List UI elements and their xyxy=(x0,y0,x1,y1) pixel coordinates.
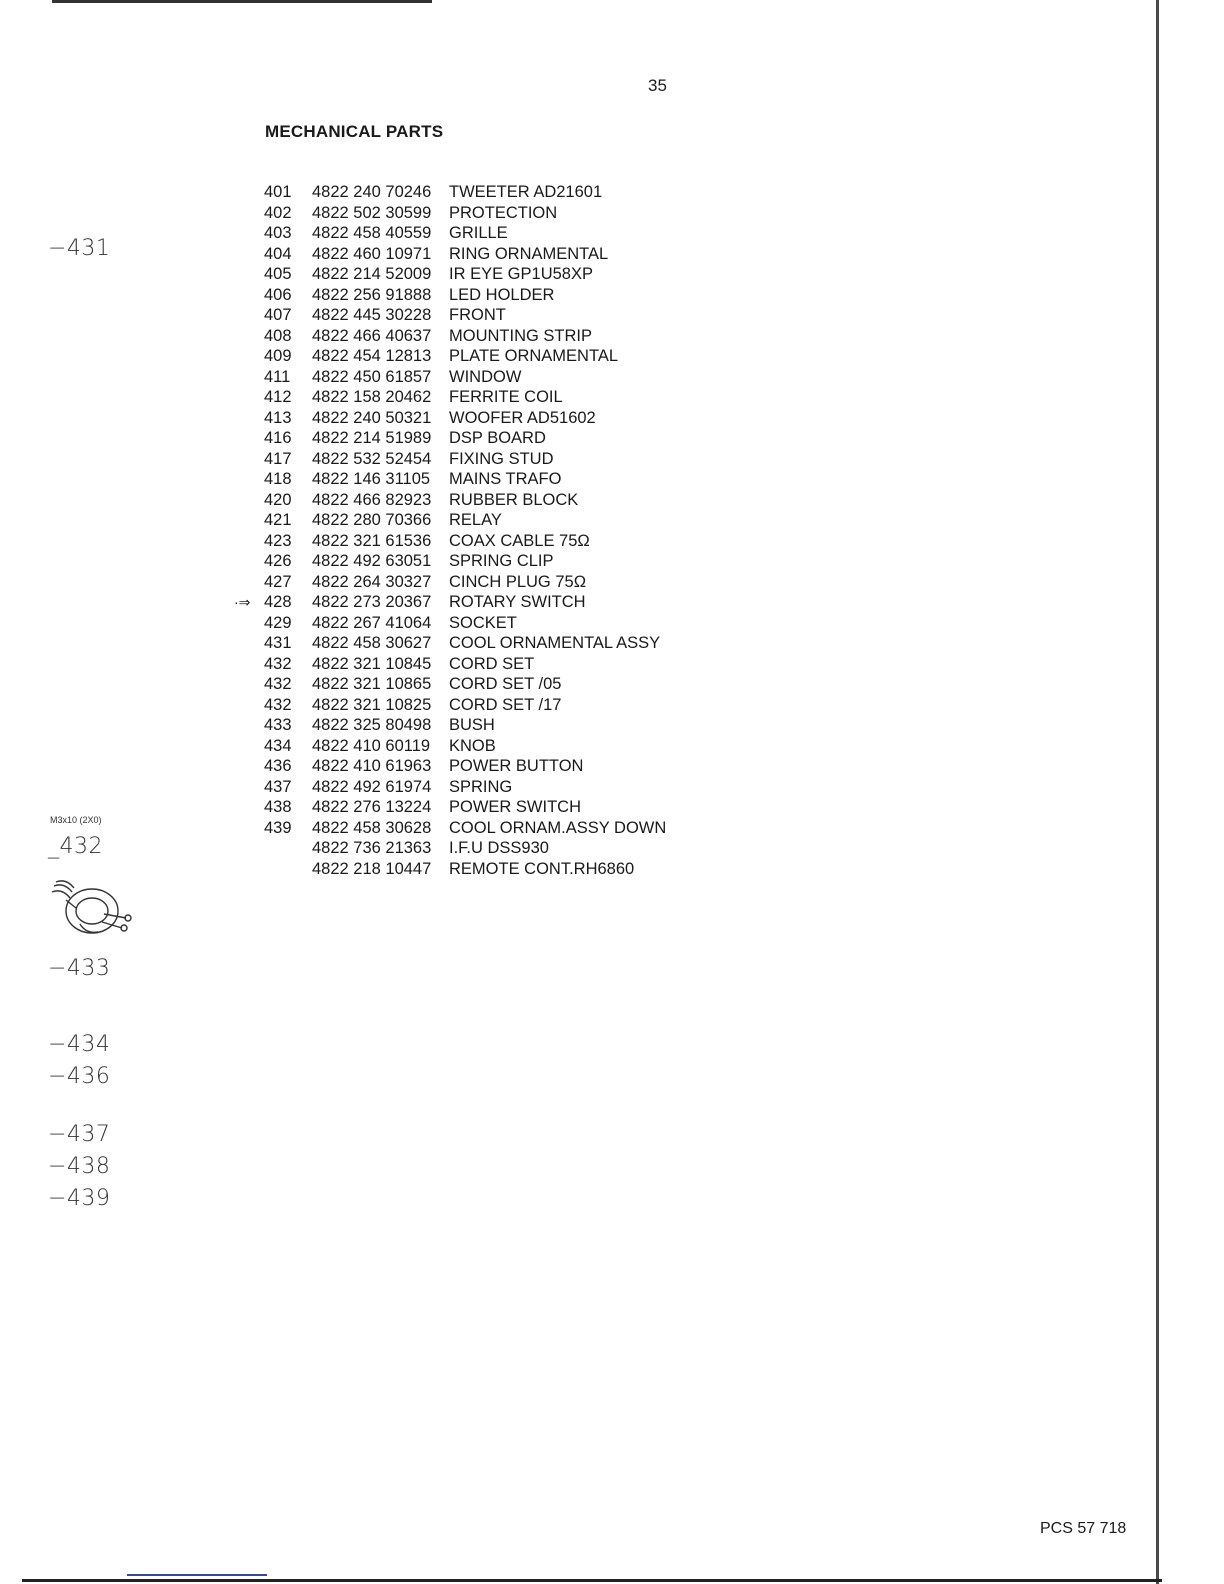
position-number: 437 xyxy=(264,777,292,796)
position-number: 404 xyxy=(264,244,292,263)
part-code: 4822 240 70246 xyxy=(312,183,432,201)
right-page-edge xyxy=(1156,0,1159,1584)
margin-ref-436: −436 xyxy=(48,1064,111,1089)
part-description: SPRING CLIP xyxy=(449,552,554,570)
part-description: COOL ORNAMENTAL ASSY xyxy=(449,634,661,652)
part-description: RING ORNAMENTAL xyxy=(449,244,609,263)
part-code: 4822 273 20367 xyxy=(312,593,432,611)
part-description: BUSH xyxy=(449,716,495,734)
part-description: IR EYE GP1U58XP xyxy=(449,265,593,283)
part-description: CINCH PLUG 75Ω xyxy=(449,572,587,591)
part-code: 4822 267 41064 xyxy=(312,613,432,632)
part-code: 4822 460 10971 xyxy=(312,244,432,263)
part-code: 4822 214 51989 xyxy=(312,429,432,447)
part-code: 4822 466 40637 xyxy=(312,326,432,345)
part-description: GRILLE xyxy=(449,224,508,242)
part-description: MOUNTING STRIP xyxy=(449,326,592,345)
page-number: 35 xyxy=(648,76,667,95)
part-code: 4822 218 10447 xyxy=(312,859,432,878)
position-number: 432 xyxy=(264,675,292,693)
part-code: 4822 458 30628 xyxy=(312,818,432,837)
position-number: 406 xyxy=(264,285,292,304)
part-description: ROTARY SWITCH xyxy=(449,593,586,611)
margin-ref-431: −431 xyxy=(48,236,111,261)
part-description: PROTECTION xyxy=(449,203,558,222)
position-number: 426 xyxy=(264,552,292,570)
part-code: 4822 458 40559 xyxy=(312,224,432,242)
position-number: 436 xyxy=(264,757,292,775)
part-description: SPRING xyxy=(449,777,513,796)
position-number: 420 xyxy=(264,490,292,509)
part-description: FERRITE COIL xyxy=(449,388,563,406)
position-number: 409 xyxy=(264,347,292,365)
part-code: 4822 532 52454 xyxy=(312,449,432,468)
part-description: WOOFER AD51602 xyxy=(449,408,596,427)
part-description: CORD SET /05 xyxy=(449,675,562,693)
part-code: 4822 321 61536 xyxy=(312,531,432,550)
part-code: 4822 450 61857 xyxy=(312,367,432,386)
position-number: 407 xyxy=(264,306,292,324)
position-number: 411 xyxy=(264,367,291,386)
part-code: 4822 256 91888 xyxy=(312,285,432,304)
part-description: COAX CABLE 75Ω xyxy=(449,531,590,550)
part-code: 4822 321 10865 xyxy=(312,675,432,693)
position-number: 401 xyxy=(264,183,292,201)
part-description: FIXING STUD xyxy=(449,449,554,468)
part-code: 4822 410 60119 xyxy=(312,736,431,755)
section-title: MECHANICAL PARTS xyxy=(265,122,444,141)
position-number: 432 xyxy=(264,695,292,714)
position-number: 412 xyxy=(264,388,292,406)
position-number: 428 xyxy=(264,593,292,611)
part-description: POWER SWITCH xyxy=(449,798,581,816)
part-description: MAINS TRAFO xyxy=(449,470,562,488)
margin-ref-432: _432 xyxy=(48,834,103,859)
footer-document-code: PCS 57 718 xyxy=(1040,1520,1127,1537)
part-description: TWEETER AD21601 xyxy=(449,183,603,201)
part-code: 4822 736 21363 xyxy=(312,839,432,857)
part-code: 4822 276 13224 xyxy=(312,798,432,816)
part-description: PLATE ORNAMENTAL xyxy=(449,347,619,365)
position-number: 434 xyxy=(264,736,292,755)
part-description: KNOB xyxy=(449,736,496,755)
part-description: WINDOW xyxy=(449,367,522,386)
part-code: 4822 264 30327 xyxy=(312,572,432,591)
part-code: 4822 280 70366 xyxy=(312,511,432,529)
bottom-edge-rule xyxy=(22,1579,1162,1582)
part-description: REMOTE CONT.RH6860 xyxy=(449,859,635,878)
part-description: CORD SET /17 xyxy=(449,695,562,714)
position-number: 421 xyxy=(264,511,292,529)
part-code: 4822 321 10825 xyxy=(312,695,432,714)
part-code: 4822 214 52009 xyxy=(312,265,432,283)
position-number: 408 xyxy=(264,326,292,345)
position-number: 431 xyxy=(264,634,292,652)
margin-ref-434: −434 xyxy=(48,1032,111,1057)
part-description: COOL ORNAM.ASSY DOWN xyxy=(449,818,667,837)
position-number: 438 xyxy=(264,798,292,816)
part-code: 4822 146 31105 xyxy=(312,470,431,488)
position-number: 417 xyxy=(264,449,292,468)
part-description: DSP BOARD xyxy=(449,429,546,447)
margin-note-screw: M3x10 (2X0) xyxy=(50,815,102,825)
position-number: 402 xyxy=(264,203,292,222)
position-number: 416 xyxy=(264,429,292,447)
margin-ref-437: −437 xyxy=(48,1122,111,1147)
part-description: I.F.U DSS930 xyxy=(449,839,549,857)
part-description: FRONT xyxy=(449,306,506,324)
part-code: 4822 410 61963 xyxy=(312,757,432,775)
margin-ref-439: −439 xyxy=(48,1186,111,1211)
part-code: 4822 321 10845 xyxy=(312,654,432,673)
part-description: RUBBER BLOCK xyxy=(449,490,579,509)
position-number: 432 xyxy=(264,654,292,673)
part-code: 4822 445 30228 xyxy=(312,306,432,324)
top-edge-rule xyxy=(52,0,432,3)
part-description: SOCKET xyxy=(449,613,517,632)
position-number: 418 xyxy=(264,470,292,488)
power-plug-illustration xyxy=(46,878,138,944)
margin-ref-433: −433 xyxy=(48,956,111,981)
part-code: 4822 502 30599 xyxy=(312,203,432,222)
bottom-accent-rule xyxy=(127,1574,267,1576)
part-code: 4822 158 20462 xyxy=(312,388,432,406)
part-code: 4822 240 50321 xyxy=(312,408,432,427)
position-number: 423 xyxy=(264,531,292,550)
position-number: 439 xyxy=(264,818,292,837)
position-number: 427 xyxy=(264,572,292,591)
part-code: 4822 325 80498 xyxy=(312,716,432,734)
part-code: 4822 492 61974 xyxy=(312,777,432,796)
position-number: 405 xyxy=(264,265,292,283)
part-code: 4822 492 63051 xyxy=(312,552,432,570)
part-code: 4822 466 82923 xyxy=(312,490,432,509)
row-marker: ·⇒ xyxy=(234,594,251,610)
part-code: 4822 454 12813 xyxy=(312,347,432,365)
part-description: RELAY xyxy=(449,511,502,529)
position-number: 433 xyxy=(264,716,292,734)
position-number: 403 xyxy=(264,224,292,242)
margin-ref-438: −438 xyxy=(48,1154,111,1179)
part-description: CORD SET xyxy=(449,654,535,673)
part-description: POWER BUTTON xyxy=(449,757,584,775)
part-code: 4822 458 30627 xyxy=(312,634,432,652)
position-number: 429 xyxy=(264,613,292,632)
part-description: LED HOLDER xyxy=(449,285,555,304)
position-number: 413 xyxy=(264,408,292,427)
